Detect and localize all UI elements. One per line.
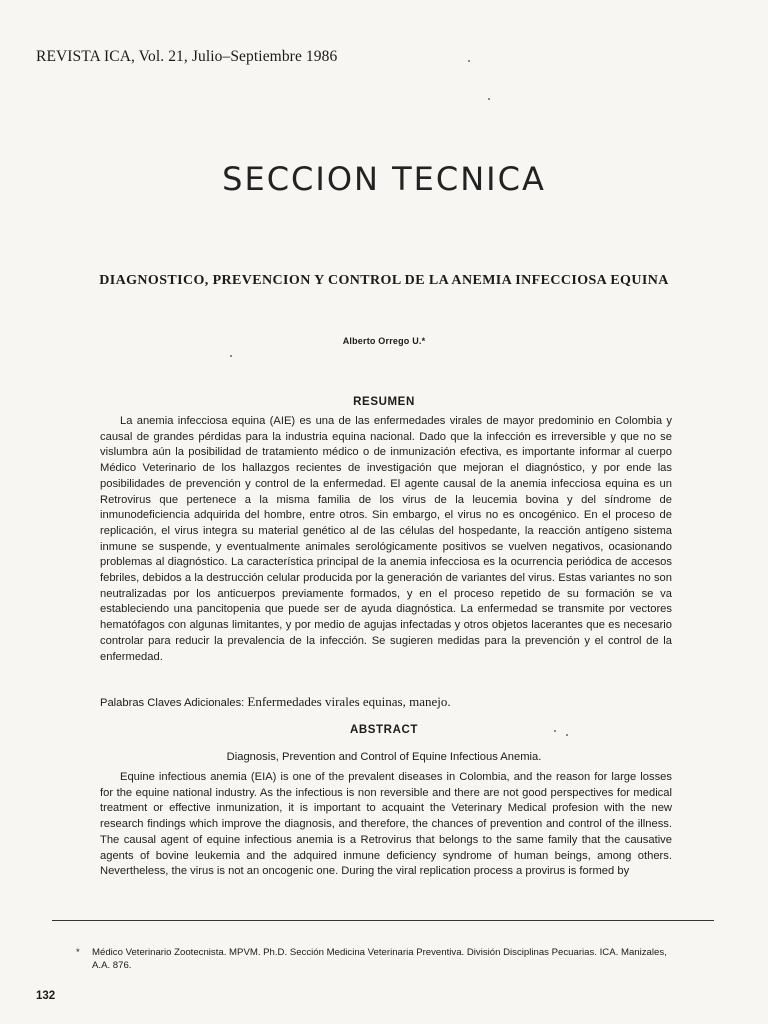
footnote: [76, 946, 678, 972]
print-speck: [230, 355, 232, 357]
page-number: 132: [36, 990, 56, 1002]
footnote-mark: *: [76, 947, 80, 958]
section-title: SECCION TECNICA: [222, 160, 546, 198]
abstract-title: Diagnosis, Prevention and Control of Equine Infectious Anemia.: [226, 751, 542, 763]
keywords-value: Enfermedades virales equinas, manejo.: [247, 694, 451, 709]
author-name: Alberto Orrego U.*: [342, 336, 426, 346]
footnote-divider: [52, 920, 714, 921]
resumen-heading: RESUMEN: [353, 396, 415, 408]
article-title: DIAGNOSTICO, PREVENCION Y CONTROL DE LA ANEMIA INFECCIOSA EQUINA: [99, 273, 669, 288]
keywords-label: Palabras Claves Adicionales:: [100, 697, 245, 709]
footnote-text: Médico Veterinario Zootecnista. MPVM. Ph.D. Sección Medicina Veterinaria Preventiva. División Disciplinas Pecuarias. ICA. Manizales, A.A. 876.: [92, 947, 667, 971]
keywords: [100, 694, 451, 710]
journal-header: REVISTA ICA, Vol. 21, Julio–Septiembre 1986: [36, 48, 338, 65]
print-speck: [468, 60, 470, 62]
abstract-heading: ABSTRACT: [349, 724, 419, 736]
print-speck: [488, 98, 490, 100]
resumen-text: La anemia infecciosa equina (AIE) es una de las enfermedades virales de mayor predominio en Colombia y causal de grandes pérdidas para la industria equina nacional. Dado que la infección es irreversible y que no se vislumbra aún la posibilidad de tratamiento médico o de inmunización efectiva, es importante informar al cuerpo Médico Veterinario de los hallazgos recientes de investigación que mejoran el diagnóstico, y por ende las posibilidades de prevención y control de la enfermedad. El agente causal de la anemia infecciosa equina es un Retrovirus que pertenece a la misma familia de los virus de la leucemia bovina y del síndrome de inmunodeficiencia adquirida del hombre, entre otros. Sin embargo, el virus no es oncogénico. En el proceso de replicación, el virus integra su material genético al de las células del hospedante, la reacción antígeno sistema inmune se suspende, y eventualmente animales serológicamente positivos se vuelven negativos, ocasionando problemas al diagnóstico. La característica principal de la anemia infecciosa es la ocurrencia periódica de accesos febriles, debidos a la destrucción celular producida por la generación de variantes del virus. Estas variantes no son neutralizadas por los anticuerpos previamente formados, y en el proceso repetido de su formación se va estableciendo una pancitopenia que puede ser de ayuda diagnóstica. La enfermedad se transmite por vectores hematófagos con algunas limitantes, y por medio de agujas infectadas y otros objetos lacerantes que es necesario controlar para reducir la prevalencia de la infección. Se sugieren medidas para la prevención y el control de la enfermedad.: [100, 415, 672, 663]
abstract-text: Equine infectious anemia (EIA) is one of the prevalent diseases in Colombia, and the reason for large losses for the equine national industry. As the infectious is non reversible and there are not good perspectives for medical treatment or effective inmunization, it is important to acquaint the Veterinary Medical profesion with the new research findings which improve the diagnosis, and therefore, the chances of prevention and control of the illness. The causal agent of equine infectious anemia is a Retrovirus that belongs to the same family that the causative agents of bovine leukemia and the adquired inmune deficiency syndrome of human beings, among others. Nevertheless, the virus is not an oncogenic one. During the viral replication process a provirus is formed by: [100, 771, 672, 878]
